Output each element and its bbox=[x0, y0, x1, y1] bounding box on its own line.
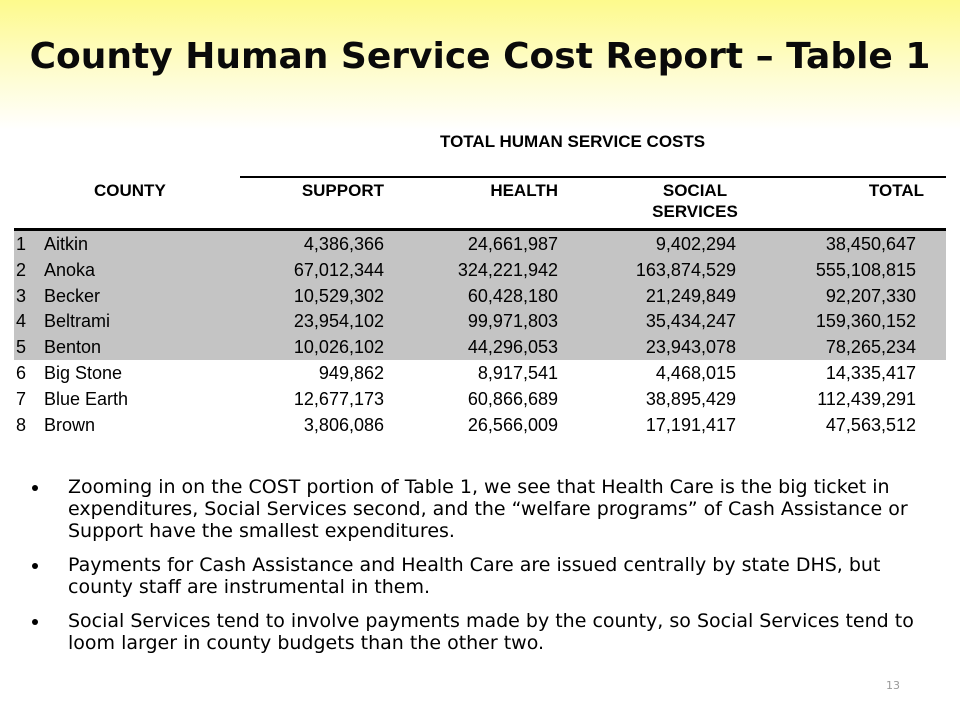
column-header-social-line1: SOCIAL bbox=[662, 181, 728, 200]
group-header: TOTAL HUMAN SERVICE COSTS bbox=[440, 132, 706, 151]
health-value: 44,296,053 bbox=[467, 337, 558, 358]
support-value: 10,529,302 bbox=[293, 285, 384, 306]
total-value: 78,265,234 bbox=[825, 337, 916, 358]
bullet-text: Social Services tend to involve payments made by the county, so Social Services tend to loom larger in county budgets than the other two. bbox=[68, 610, 914, 654]
social-services-value: 4,468,015 bbox=[655, 362, 736, 383]
bullet-item bbox=[32, 554, 944, 598]
row-number: 7 bbox=[16, 388, 27, 409]
support-value: 12,677,173 bbox=[293, 388, 384, 409]
health-value: 324,221,942 bbox=[457, 259, 558, 280]
row-number: 5 bbox=[16, 337, 27, 358]
bullet-list bbox=[32, 476, 944, 666]
health-value: 99,971,803 bbox=[467, 311, 558, 332]
support-value: 67,012,344 bbox=[293, 259, 384, 280]
column-header-support: SUPPORT bbox=[301, 181, 384, 200]
bullet-item bbox=[32, 610, 944, 654]
support-value: 4,386,366 bbox=[303, 234, 384, 254]
table-row bbox=[14, 360, 946, 386]
row-number: 1 bbox=[16, 234, 27, 254]
total-value: 47,563,512 bbox=[825, 414, 916, 435]
support-value: 3,806,086 bbox=[303, 414, 384, 435]
social-services-value: 21,249,849 bbox=[645, 285, 736, 306]
table-row bbox=[14, 412, 946, 438]
table-body bbox=[14, 231, 946, 437]
county-name: Beltrami bbox=[44, 311, 111, 332]
social-services-value: 17,191,417 bbox=[645, 414, 736, 435]
county-name: Anoka bbox=[44, 259, 96, 280]
total-value: 92,207,330 bbox=[825, 285, 916, 306]
row-number: 6 bbox=[16, 362, 27, 383]
column-header-total: TOTAL bbox=[868, 181, 924, 200]
table-row bbox=[14, 231, 946, 257]
support-value: 949,862 bbox=[318, 362, 384, 383]
table-row bbox=[14, 308, 946, 334]
column-header-county: COUNTY bbox=[94, 181, 166, 200]
page-number: 13 bbox=[886, 679, 900, 692]
table-row bbox=[14, 334, 946, 360]
column-header-social-services bbox=[640, 180, 750, 222]
table-row bbox=[14, 283, 946, 309]
health-value: 26,566,009 bbox=[467, 414, 558, 435]
slide-title: County Human Service Cost Report – Table 1 bbox=[29, 36, 931, 77]
health-value: 8,917,541 bbox=[477, 362, 558, 383]
table-row bbox=[14, 386, 946, 412]
county-name: Becker bbox=[44, 285, 101, 306]
health-value: 24,661,987 bbox=[467, 234, 558, 254]
total-value: 159,360,152 bbox=[815, 311, 916, 332]
county-name: Brown bbox=[44, 414, 96, 435]
total-value: 14,335,417 bbox=[825, 362, 916, 383]
row-number: 2 bbox=[16, 259, 27, 280]
social-services-value: 23,943,078 bbox=[645, 337, 736, 358]
support-value: 10,026,102 bbox=[293, 337, 384, 358]
health-value: 60,866,689 bbox=[467, 388, 558, 409]
total-value: 555,108,815 bbox=[815, 259, 916, 280]
social-services-value: 35,434,247 bbox=[645, 311, 736, 332]
total-value: 38,450,647 bbox=[825, 234, 916, 254]
row-number: 8 bbox=[16, 414, 27, 435]
county-name: Blue Earth bbox=[44, 388, 129, 409]
social-services-value: 38,895,429 bbox=[645, 388, 736, 409]
group-header-underline bbox=[240, 176, 946, 178]
bullet-dot-icon bbox=[32, 619, 38, 625]
bullet-item bbox=[32, 476, 944, 542]
health-value: 60,428,180 bbox=[467, 285, 558, 306]
bullet-dot-icon bbox=[32, 563, 38, 569]
bullet-text: Payments for Cash Assistance and Health Care are issued centrally by state DHS, but county staff are instrumental in them. bbox=[68, 554, 881, 598]
row-number: 3 bbox=[16, 285, 27, 306]
column-header-health: HEALTH bbox=[490, 181, 558, 200]
row-number: 4 bbox=[16, 311, 27, 332]
column-header-social-line2: SERVICES bbox=[652, 202, 738, 221]
table-row bbox=[14, 257, 946, 283]
support-value: 23,954,102 bbox=[293, 311, 384, 332]
county-name: Aitkin bbox=[44, 234, 89, 254]
county-name: Big Stone bbox=[44, 362, 123, 383]
bullet-text: Zooming in on the COST portion of Table 1, we see that Health Care is the big ticket in expenditures, Social Services second, and the “welfare programs” of Cash Assistance or Support have the smallest expenditures. bbox=[68, 476, 908, 542]
county-name: Benton bbox=[44, 337, 102, 358]
social-services-value: 9,402,294 bbox=[655, 234, 736, 254]
bullet-dot-icon bbox=[32, 485, 38, 491]
total-value: 112,439,291 bbox=[817, 388, 916, 409]
social-services-value: 163,874,529 bbox=[635, 259, 736, 280]
